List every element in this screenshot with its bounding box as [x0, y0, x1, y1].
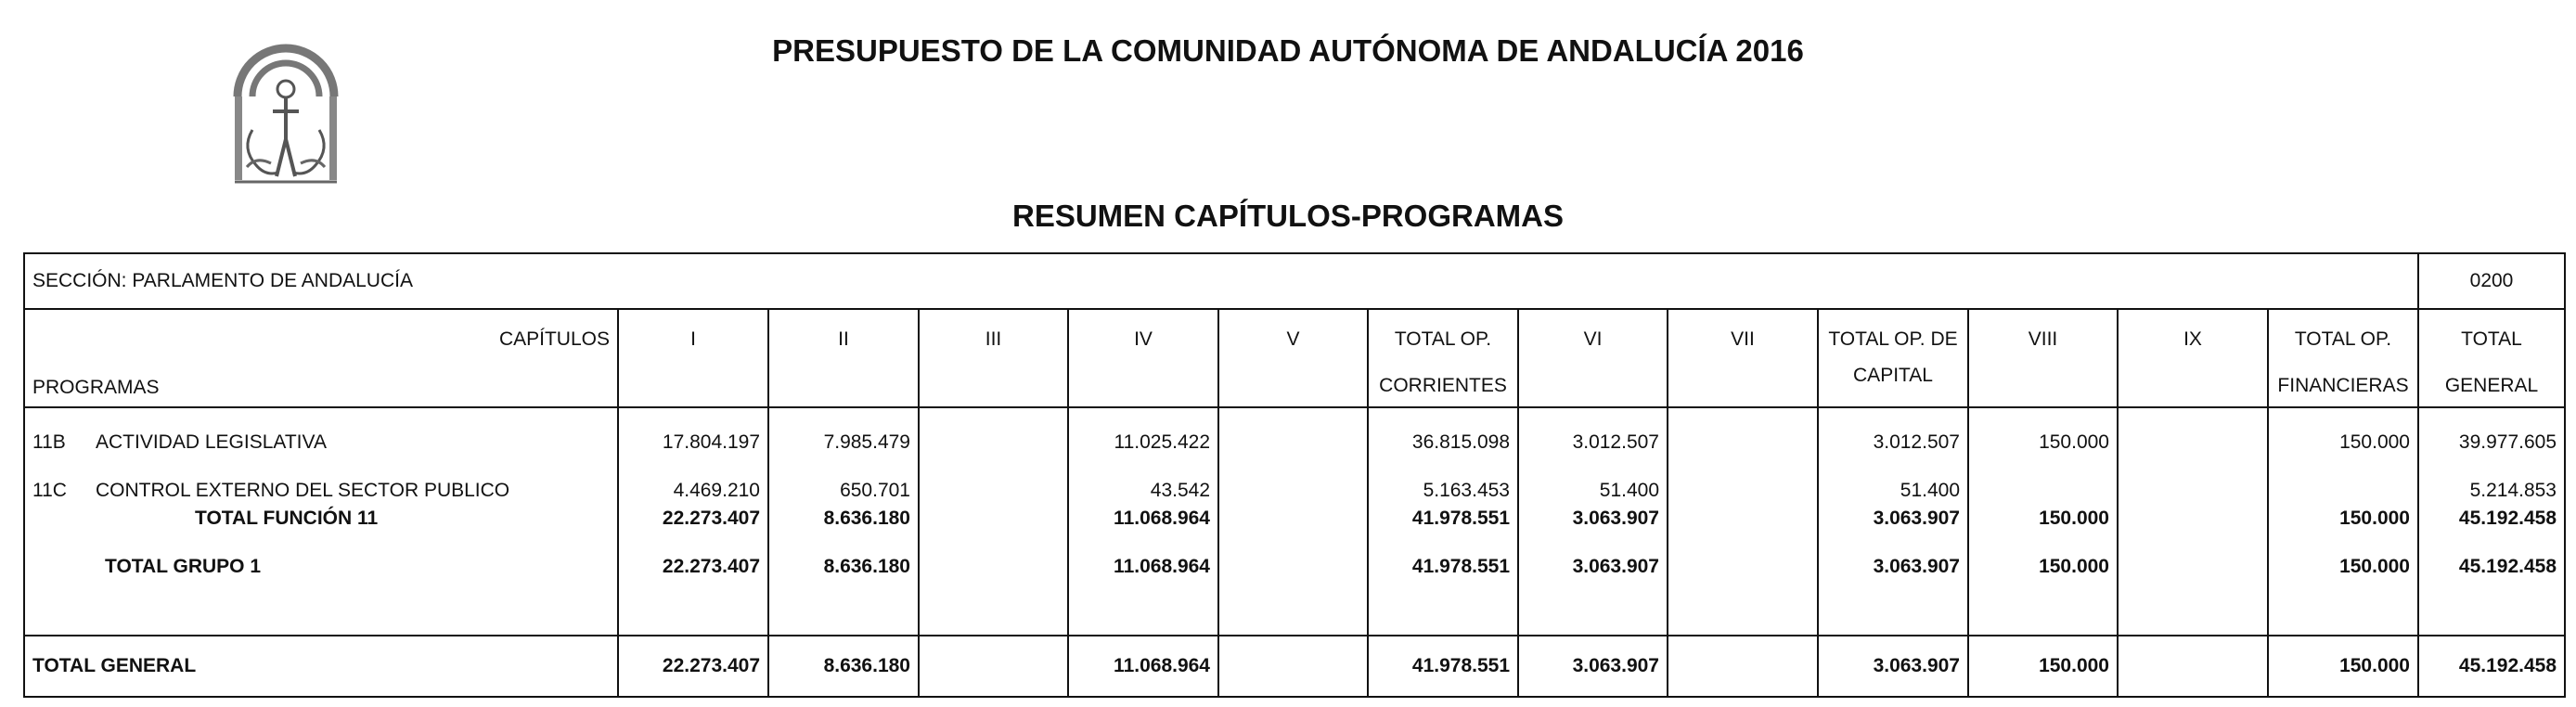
- section-code: 0200: [2418, 253, 2565, 309]
- value-cell: 3.063.907: [1818, 636, 1968, 697]
- value-cell: [1668, 429, 1818, 456]
- program-name: CONTROL EXTERNO DEL SECTOR PUBLICO: [96, 480, 510, 501]
- value-cell: 4.469.210: [618, 477, 768, 505]
- header-col: TOTAL GENERAL: [2418, 309, 2565, 407]
- value-cell: 3.063.907: [1518, 505, 1668, 533]
- header-col: IX: [2118, 309, 2268, 407]
- value-cell: [1218, 553, 1368, 581]
- value-cell: 150.000: [1968, 553, 2118, 581]
- header-col: TOTAL OP. CORRIENTES: [1368, 309, 1518, 407]
- value-cell: 150.000: [2268, 505, 2418, 533]
- value-cell: 22.273.407: [618, 505, 768, 533]
- value-cell: 11.068.964: [1068, 553, 1218, 581]
- value-cell: [1968, 477, 2118, 505]
- value-cell: [2118, 636, 2268, 697]
- header-row: [24, 309, 2565, 407]
- program-code: 11C: [32, 480, 67, 501]
- value-cell: 150.000: [1968, 429, 2118, 456]
- value-cell: [1218, 636, 1368, 697]
- header-col: III: [919, 309, 1068, 407]
- value-cell: 11.068.964: [1068, 636, 1218, 697]
- value-cell: 150.000: [2268, 429, 2418, 456]
- value-cell: 41.978.551: [1368, 636, 1518, 697]
- header-col: IV: [1068, 309, 1218, 407]
- value-cell: 150.000: [2268, 636, 2418, 697]
- value-cell: [919, 505, 1068, 533]
- header-col: II: [768, 309, 919, 407]
- header-col: VII: [1668, 309, 1818, 407]
- value-cell: [919, 553, 1068, 581]
- value-cell: 3.063.907: [1518, 636, 1668, 697]
- program-label: [24, 477, 618, 505]
- value-cell: [2268, 477, 2418, 505]
- function-total-label: TOTAL FUNCIÓN 11: [24, 505, 618, 533]
- value-cell: 45.192.458: [2418, 505, 2565, 533]
- value-cell: 3.063.907: [1518, 553, 1668, 581]
- value-cell: 39.977.605: [2418, 429, 2565, 456]
- value-cell: [1668, 505, 1818, 533]
- program-label: [24, 429, 618, 456]
- value-cell: 22.273.407: [618, 636, 768, 697]
- value-cell: 7.985.479: [768, 429, 919, 456]
- value-cell: 8.636.180: [768, 553, 919, 581]
- group-total-row: [24, 553, 2565, 581]
- value-cell: [1218, 477, 1368, 505]
- value-cell: [919, 636, 1068, 697]
- value-cell: 45.192.458: [2418, 636, 2565, 697]
- value-cell: 41.978.551: [1368, 553, 1518, 581]
- value-cell: 11.068.964: [1068, 505, 1218, 533]
- header-col: VIII: [1968, 309, 2118, 407]
- value-cell: [2118, 477, 2268, 505]
- value-cell: 8.636.180: [768, 636, 919, 697]
- value-cell: [1668, 477, 1818, 505]
- program-name: ACTIVIDAD LEGISLATIVA: [96, 431, 327, 453]
- value-cell: [2118, 505, 2268, 533]
- program-row: [24, 429, 2565, 456]
- value-cell: 150.000: [1968, 636, 2118, 697]
- header-col: TOTAL OP. DE CAPITAL: [1818, 309, 1968, 407]
- value-cell: 5.214.853: [2418, 477, 2565, 505]
- section-row: [24, 253, 2565, 309]
- header-col: V: [1218, 309, 1368, 407]
- value-cell: [919, 429, 1068, 456]
- value-cell: [1668, 636, 1818, 697]
- value-cell: 3.063.907: [1818, 553, 1968, 581]
- value-cell: 51.400: [1518, 477, 1668, 505]
- function-total-row: [24, 505, 2565, 533]
- value-cell: [2118, 553, 2268, 581]
- value-cell: [1218, 505, 1368, 533]
- value-cell: 3.012.507: [1818, 429, 1968, 456]
- value-cell: [1668, 553, 1818, 581]
- program-row: [24, 477, 2565, 505]
- program-code: 11B: [32, 431, 66, 453]
- value-cell: 150.000: [1968, 505, 2118, 533]
- document-title: PRESUPUESTO DE LA COMUNIDAD AUTÓNOMA DE ANDALUCÍA 2016: [772, 33, 1804, 68]
- value-cell: 3.012.507: [1518, 429, 1668, 456]
- value-cell: 43.542: [1068, 477, 1218, 505]
- budget-summary-table: [23, 252, 2566, 698]
- value-cell: 17.804.197: [618, 429, 768, 456]
- header-col: I: [618, 309, 768, 407]
- value-cell: [2118, 429, 2268, 456]
- section-label: SECCIÓN: PARLAMENTO DE ANDALUCÍA: [24, 253, 2418, 309]
- value-cell: 8.636.180: [768, 505, 919, 533]
- value-cell: 22.273.407: [618, 553, 768, 581]
- junta-de-andalucia-emblem-icon: [230, 28, 341, 186]
- group-total-label: TOTAL GRUPO 1: [24, 553, 618, 581]
- value-cell: [919, 477, 1068, 505]
- value-cell: 45.192.458: [2418, 553, 2565, 581]
- header-col: TOTAL OP. FINANCIERAS: [2268, 309, 2418, 407]
- grand-total-row: [24, 636, 2565, 697]
- document-subtitle: RESUMEN CAPÍTULOS-PROGRAMAS: [1011, 199, 1565, 233]
- value-cell: 51.400: [1818, 477, 1968, 505]
- grand-total-label: TOTAL GENERAL: [24, 636, 618, 697]
- value-cell: 5.163.453: [1368, 477, 1518, 505]
- value-cell: 3.063.907: [1818, 505, 1968, 533]
- value-cell: 41.978.551: [1368, 505, 1518, 533]
- value-cell: 11.025.422: [1068, 429, 1218, 456]
- value-cell: 650.701: [768, 477, 919, 505]
- header-col: VI: [1518, 309, 1668, 407]
- value-cell: [1218, 429, 1368, 456]
- value-cell: 36.815.098: [1368, 429, 1518, 456]
- header-programas: PROGRAMAS: [32, 377, 160, 398]
- value-cell: 150.000: [2268, 553, 2418, 581]
- header-label-cell: [24, 309, 618, 407]
- header-capitulos: CAPÍTULOS: [498, 328, 610, 350]
